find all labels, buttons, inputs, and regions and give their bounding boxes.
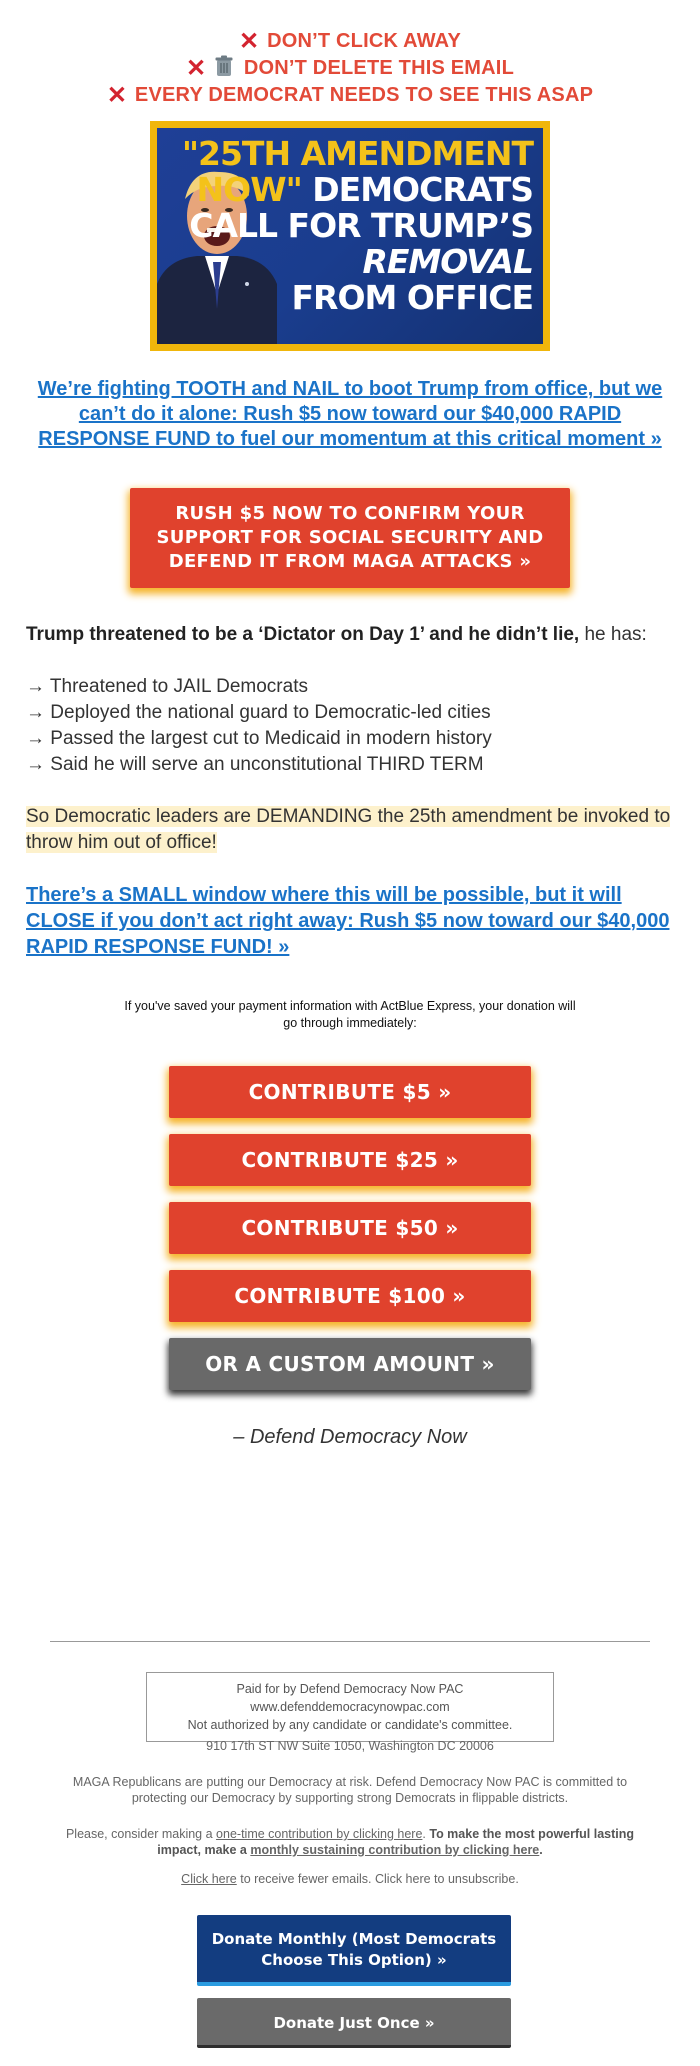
fewer-emails-link[interactable]: Click here bbox=[181, 1872, 237, 1886]
donate-once-button[interactable]: Donate Just Once » bbox=[197, 1998, 511, 2048]
banner-line-2 bbox=[182, 172, 533, 208]
list-item: → Threatened to JAIL Democrats bbox=[26, 676, 308, 697]
alert-text: DON’T DELETE THIS EMAIL bbox=[243, 57, 514, 79]
website-text: www.defenddemocracynowpac.com bbox=[250, 1700, 450, 1714]
alert-text: EVERY DEMOCRAT NEEDS TO SEE THIS ASAP bbox=[134, 84, 594, 106]
trash-icon bbox=[214, 55, 234, 77]
contribute-5-button[interactable]: CONTRIBUTE $5 » bbox=[169, 1066, 531, 1118]
alert-line-2 bbox=[0, 55, 700, 82]
banner-line-3: CALL FOR TRUMP’S bbox=[189, 206, 533, 245]
list-item: → Said he will serve an unconstitutional THIRD TERM bbox=[26, 754, 484, 775]
one-time-contribution-link[interactable]: one-time contribution by clicking here bbox=[216, 1827, 423, 1841]
footer-divider bbox=[50, 1641, 650, 1642]
bullet-list bbox=[26, 674, 674, 778]
email-body bbox=[0, 622, 700, 960]
rush-5-button[interactable]: RUSH $5 NOW TO CONFIRM YOUR SUPPORT FOR SOCIAL SECURITY AND DEFEND IT FROM MAGA ATTACKS » bbox=[130, 488, 570, 588]
banner-headline bbox=[182, 136, 533, 316]
bold-suffix: . bbox=[539, 1843, 543, 1857]
banner-background bbox=[157, 128, 543, 344]
x-icon: ✕ bbox=[106, 82, 128, 109]
not-authorized-text: Not authorized by any candidate or candidate's committee. bbox=[187, 1718, 513, 1732]
contribute-100-button[interactable]: CONTRIBUTE $100 » bbox=[169, 1270, 531, 1322]
cta-container bbox=[0, 488, 700, 588]
list-item: → Deployed the national guard to Democratic-led cities bbox=[26, 702, 491, 723]
banner-line-4: REMOVAL bbox=[362, 242, 533, 281]
footer-address: 910 17th ST NW Suite 1050, Washington DC 20006 bbox=[206, 1739, 494, 1753]
banner-image[interactable] bbox=[150, 121, 550, 351]
alert-text: DON’T CLICK AWAY bbox=[267, 30, 462, 52]
x-icon: ✕ bbox=[185, 55, 207, 82]
alert-header bbox=[0, 0, 700, 109]
list-item: → Passed the largest cut to Medicaid in modern history bbox=[26, 728, 492, 749]
banner-line-1: "25TH AMENDMENT bbox=[181, 134, 533, 173]
actblue-express-note: If you've saved your payment information with ActBlue Express, your donation will go through immediately: bbox=[124, 999, 576, 1030]
contribution-buttons bbox=[0, 1066, 700, 1390]
paid-for-text: Paid for by Defend Democracy Now PAC bbox=[236, 1682, 464, 1696]
intro-paragraph bbox=[26, 622, 674, 648]
contribute-25-button[interactable]: CONTRIBUTE $25 » bbox=[169, 1134, 531, 1186]
alert-line-3 bbox=[0, 82, 700, 109]
consider-prefix: Please, consider making a bbox=[65, 1827, 217, 1841]
highlight-paragraph bbox=[26, 804, 674, 856]
consider-mid: . bbox=[422, 1827, 430, 1841]
contribute-50-button[interactable]: CONTRIBUTE $50 » bbox=[169, 1202, 531, 1254]
banner-line-2-yellow: NOW" bbox=[196, 170, 302, 209]
donate-monthly-button[interactable]: Donate Monthly (Most Democrats Choose This Option) » bbox=[197, 1915, 511, 1986]
small-window-donate-link[interactable]: There’s a SMALL window where this will be possible, but it will CLOSE if you don’t act right away: Rush $5 now toward our $40,000 RAPID RESPONSE FUND! » bbox=[26, 884, 670, 958]
alert-line-1 bbox=[0, 28, 700, 55]
intro-bold: Trump threatened to be a ‘Dictator on Day 1’ and he didn’t lie, bbox=[26, 624, 580, 645]
banner-line-2-white: DEMOCRATS bbox=[301, 170, 533, 209]
fewer-rest: to receive fewer emails. Click here to unsubscribe. bbox=[236, 1872, 519, 1886]
bold-prefix: To make the most powerful lasting impact, make a bbox=[157, 1827, 635, 1857]
footer-mission: MAGA Republicans are putting our Democracy at risk. Defend Democracy Now PAC is committed to protecting our Democracy by supporting strong Democrats in flippable districts. bbox=[72, 1775, 628, 1805]
x-icon: ✕ bbox=[238, 28, 260, 55]
disclaimer-box bbox=[146, 1672, 554, 1742]
headline-donate-link[interactable]: We’re fighting TOOTH and NAIL to boot Trump from office, but we can’t do it alone: Rush $5 now toward our $40,000 RAPID RESPONSE FUND to fuel our momentum at this critical moment » bbox=[37, 378, 663, 450]
footer-consider bbox=[60, 1826, 640, 1858]
signoff: – Defend Democracy Now bbox=[233, 1426, 467, 1448]
highlight-text: So Democratic leaders are DEMANDING the 25th amendment be invoked to throw him out of office! bbox=[26, 806, 671, 853]
footer-fewer-emails bbox=[60, 1871, 640, 1887]
monthly-contribution-link[interactable]: monthly sustaining contribution by clicking here bbox=[250, 1843, 540, 1857]
intro-rest: he has: bbox=[579, 624, 647, 645]
banner-line-5: FROM OFFICE bbox=[291, 278, 533, 317]
banner-container bbox=[0, 121, 700, 351]
custom-amount-button[interactable]: OR A CUSTOM AMOUNT » bbox=[169, 1338, 531, 1390]
